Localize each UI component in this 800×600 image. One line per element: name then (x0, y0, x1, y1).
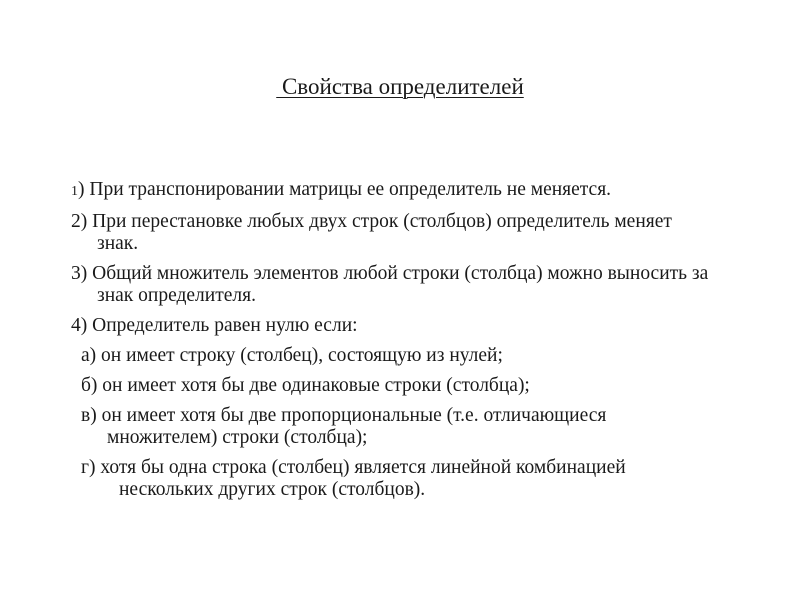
property-item-4-text: 4) Определитель равен нулю если: (71, 315, 358, 336)
subitem-b (71, 375, 711, 397)
properties-list (71, 179, 711, 509)
subitem-c-text: в) он имеет хотя бы две пропорциональные (т.е. отличающиеся множителем) строки (столбца); (81, 405, 607, 448)
property-item-2-text: 2) При перестановке любых двух строк (столбцов) определитель меняет знак. (71, 211, 672, 254)
subitem-c (71, 405, 711, 449)
slide-title-text: Свойства определителей (276, 74, 524, 99)
slide-title (0, 73, 800, 101)
subitem-a (71, 345, 711, 367)
property-item-1-number: 1 (71, 184, 78, 199)
subitem-b-text: б) он имеет хотя бы две одинаковые строки (столбца); (81, 375, 530, 396)
property-item-4 (71, 315, 711, 337)
subitem-d (71, 457, 711, 501)
property-item-3-text: 3) Общий множитель элементов любой строки (столбца) можно выносить за знак определителя. (71, 263, 709, 306)
subitem-d-text: г) хотя бы одна строка (столбец) является линейной комбинацией нескольких других строк (столбцов). (81, 457, 626, 500)
property-item-1 (71, 179, 711, 203)
property-item-1-text: ) При транспонировании матрицы ее определитель не меняется. (78, 179, 612, 200)
subitem-a-text: а) он имеет строку (столбец), состоящую из нулей; (81, 345, 503, 366)
property-item-2 (71, 211, 711, 255)
property-item-3 (71, 263, 711, 307)
